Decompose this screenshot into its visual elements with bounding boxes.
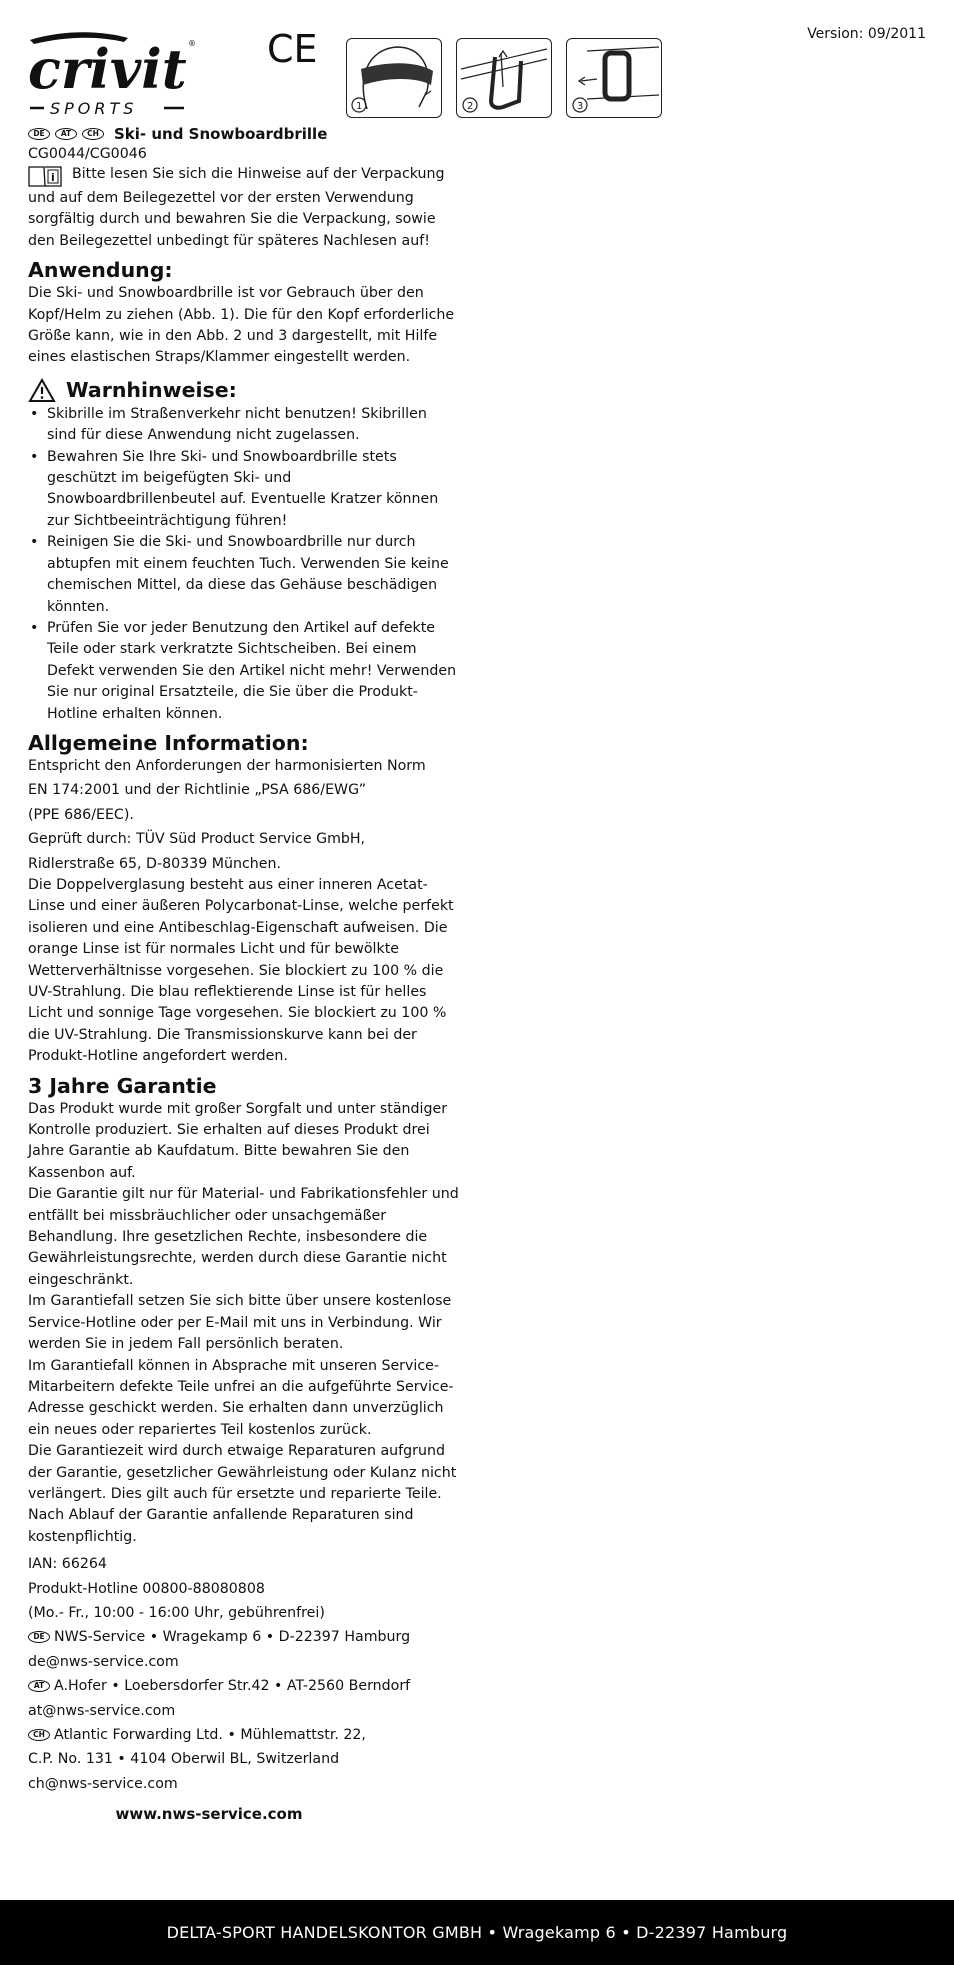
list-item: • Bewahren Sie Ihre Ski- und Snowboardbrille stets geschützt im beigefügten Ski- und Snowboardbrillenbeutel auf. Eventuelle Kratzer können zur Sichtbeeinträchtigung führen!: [28, 447, 460, 533]
version-label: Version: 09/2011: [807, 26, 926, 42]
svg-text:CE: CE: [267, 28, 317, 68]
head-with-goggles-icon: [347, 39, 440, 116]
tested-line: Geprüft durch: TÜV Süd Product Service GmbH,: [28, 831, 366, 848]
warranty-paragraph: Das Produkt wurde mit großer Sorgfalt und unter ständiger Kontrolle produziert. Sie erhalten auf dieses Produkt drei Jahre Garantie ab Kaufdatum. Bitte bewahren Sie den Kassenbon auf.: [28, 1100, 448, 1181]
warranty-paragraph: Die Garantiezeit wird durch etwaige Reparaturen aufgrund der Garantie, gesetzlicher Gewährleistung oder Kulanz nicht verlängert. Dies gilt auch für ersetzte und reparierte Teile. Nach Ablauf der Garantie anfallende Reparaturen sind kostenpflichtig.: [28, 1443, 457, 1545]
norm-line: EN 174:2001 und der Richtlinie „PSA 686/EWG”: [28, 782, 367, 799]
ian-number: IAN: 66264: [28, 1556, 107, 1573]
ce-mark-icon: [267, 28, 317, 68]
svg-text:1: 1: [356, 101, 363, 112]
product-title: Ski- und Snowboardbrille: [114, 125, 328, 143]
footer-bar: [0, 1900, 954, 1965]
country-badge-at: AT: [28, 1680, 50, 1692]
country-badge-de: DE: [28, 1631, 50, 1643]
warranty-paragraph: Die Garantie gilt nur für Material- und Fabrikationsfehler und entfällt bei missbräuchlicher oder unsachgemäßer Behandlung. Ihre gesetzlichen Rechte, insbesondere die Gewährleistungsrechte, werden durch diese Garantie nicht eingeschränkt.: [28, 1186, 459, 1288]
country-badge-ch: CH: [28, 1729, 50, 1741]
svg-text:i: i: [51, 171, 55, 184]
footer-text: DELTA-SPORT HANDELSKONTOR GMBH • Wragekamp 6 • D-22397 Hamburg: [166, 1923, 788, 1942]
figure-2-strap-adjust: [456, 38, 552, 118]
read-manual-icon: [28, 164, 62, 188]
hotline-hours: (Mo.- Fr., 10:00 - 16:00 Uhr, gebührenfrei): [28, 1604, 325, 1621]
list-item: • Skibrille im Straßenverkehr nicht benutzen! Skibrillen sind für diese Anwendung nicht zugelassen.: [28, 404, 460, 447]
model-number: CG0044/CG0046: [28, 146, 147, 162]
warnings-list: [28, 404, 460, 725]
figure-1-goggles-on-head: [346, 38, 442, 118]
figure-3-clip-adjust: [566, 38, 662, 118]
strap-clip-icon: [567, 39, 660, 116]
service-address-at: AT A.Hofer • Loebersdorfer Str.42 • AT-2560 Berndorf: [28, 1676, 460, 1697]
list-item: • Prüfen Sie vor jeder Benutzung den Artikel auf defekte Teile oder stark verkratzte Sichtscheiben. Bei einem Defekt verwenden Sie den Artikel nicht mehr! Verwenden Sie nur original Ersatzteile, die Sie über die Produkt-Hotline erhalten können.: [28, 618, 460, 725]
document-column: [28, 124, 460, 1826]
svg-text:2: 2: [467, 101, 474, 112]
strap-buckle-icon: [457, 39, 550, 116]
hotline-number: Produkt-Hotline 00800-88080808: [28, 1580, 265, 1597]
warranty-paragraph: Im Garantiefall setzen Sie sich bitte über unsere kostenlose Service-Hotline oder per E-Mail mit uns in Verbindung. Wir werden Sie in jedem Fall persönlich beraten.: [28, 1293, 452, 1353]
brand-name: crivit: [28, 37, 187, 101]
service-address-ch: CH Atlantic Forwarding Ltd. • Mühlemattstr. 22,: [28, 1725, 460, 1746]
tested-line: Ridlerstraße 65, D-80339 München.: [28, 855, 281, 872]
svg-text:3: 3: [577, 101, 584, 112]
service-email-ch[interactable]: ch@nws-service.com: [28, 1775, 178, 1792]
intro-text: Bitte lesen Sie sich die Hinweise auf der Verpackung und auf dem Beilegezettel vor der ersten Verwendung sorgfältig durch und bewahren Sie die Verpackung, sowie den Beilegezettel unbedingt für späteres Nachlesen auf!: [28, 166, 445, 249]
lens-paragraph: Die Doppelverglasung besteht aus einer inneren Acetat-Linse und einer äußeren Polycarbonat-Linse, welche perfekt isolieren und eine Antibeschlag-Eigenschaft aufweisen. Die orange Linse ist für normales Licht und für bewölkte Wetterverhältnisse vorgesehen. Sie blockiert zu 100 % die UV-Strahlung. Die blau reflektierende Linse ist für helles Licht und sonnige Tage vorgesehen. Sie blockiert zu 100 % die UV-Strahlung. Die Transmissionskurve kann bei der Produkt-Hotline angefordert werden.: [28, 876, 454, 1065]
service-address-ch-line2: C.P. No. 131 • 4104 Oberwil BL, Switzerland: [28, 1751, 340, 1768]
info-heading: Allgemeine Information:: [28, 730, 309, 755]
website-link[interactable]: www.nws-service.com: [115, 1805, 303, 1824]
norm-line: Entspricht den Anforderungen der harmonisierten Norm: [28, 757, 426, 774]
warnings-heading: [28, 378, 460, 403]
country-badge-ch: CH: [82, 128, 104, 140]
service-email-de[interactable]: de@nws-service.com: [28, 1653, 179, 1670]
brand-sub: SPORTS: [50, 99, 138, 118]
country-badge-de: DE: [28, 128, 50, 140]
intro-paragraph: [28, 164, 460, 252]
logo-graphic: [28, 26, 200, 118]
warranty-heading: 3 Jahre Garantie: [28, 1073, 217, 1098]
warranty-paragraph: Im Garantiefall können in Absprache mit unseren Service-Mitarbeitern defekte Teile unfrei an die aufgeführte Service-Adresse geschickt werden. Sie erhalten dann unverzüglich ein neues oder repariertes Teil kostenlos zurück.: [28, 1357, 454, 1438]
norm-line: (PPE 686/EEC).: [28, 806, 134, 823]
usage-text: Die Ski- und Snowboardbrille ist vor Gebrauch über den Kopf/Helm zu ziehen (Abb. 1). Die für den Kopf erforderliche Größe kann, wie in den Abb. 2 und 3 dargestellt, mit Hilfe eines elastischen Straps/Klammer eingestellt werden.: [28, 285, 455, 366]
usage-heading: Anwendung:: [28, 258, 173, 283]
crivit-sports-logo: [28, 26, 200, 118]
product-title-line: [28, 124, 460, 144]
service-address-de: DE NWS-Service • Wragekamp 6 • D-22397 Hamburg: [28, 1627, 460, 1648]
norm-block: [28, 756, 460, 875]
warnings-heading-text: Warnhinweise:: [66, 378, 237, 403]
service-block: [28, 1554, 460, 1795]
ce-mark: [267, 28, 317, 68]
warning-triangle-icon: [28, 378, 56, 403]
service-email-at[interactable]: at@nws-service.com: [28, 1702, 176, 1719]
country-badge-at: AT: [55, 128, 77, 140]
list-item: • Reinigen Sie die Ski- und Snowboardbrille nur durch abtupfen mit einem feuchten Tuch. Verwenden Sie keine chemischen Mittel, da diese das Gehäuse beschädigen könnten.: [28, 532, 460, 618]
svg-text:®: ®: [188, 39, 196, 48]
